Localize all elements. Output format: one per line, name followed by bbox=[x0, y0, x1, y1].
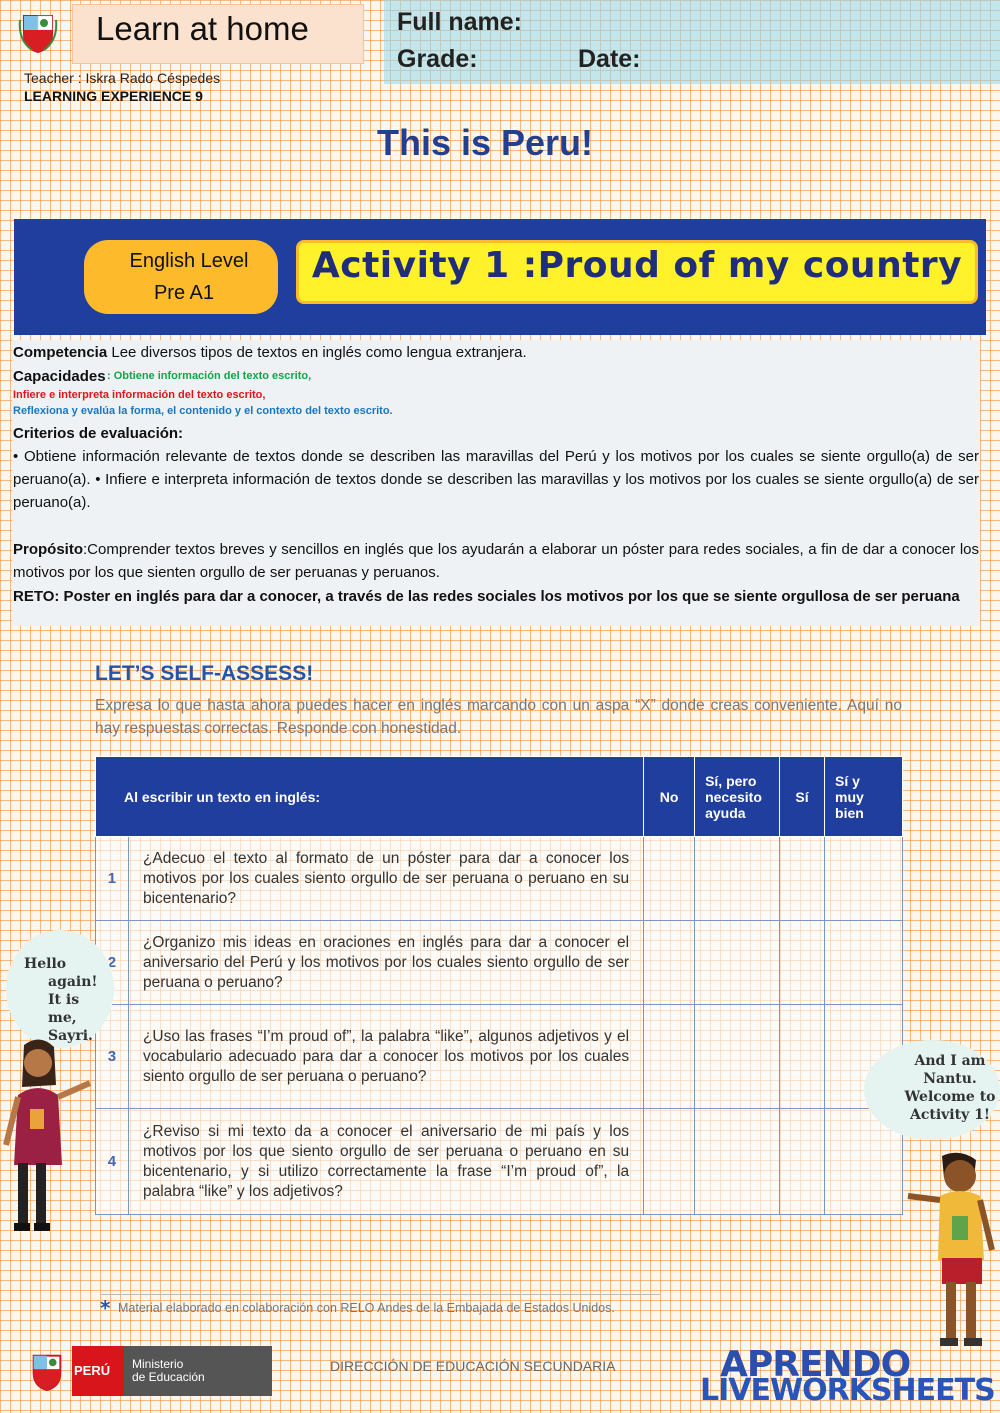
answer-cell-no[interactable] bbox=[644, 1005, 695, 1109]
row-number: 4 bbox=[96, 1109, 129, 1215]
row-question: ¿Uso las frases “I’m proud of”, la palabra “like”, algunos adjetivos y el vocabulario adecuado para dar a conocer los motivos por los cuales siento orgullo de ser peruana o peruano? bbox=[128, 1005, 643, 1109]
answer-cell-si[interactable] bbox=[780, 1005, 825, 1109]
row-question: ¿Reviso si mi texto da a conocer el aniversario de mi país y los motivos por los que siento orgullo de ser peruana o peruano en su bicentenario, y si utilizo correctamente la frase “I’m proud of”, la palabra “like” y los adjetivos? bbox=[128, 1109, 643, 1215]
footer-credit: Material elaborado en colaboración con RELO Andes de la Embajada de Estados Unidos. bbox=[118, 1301, 615, 1315]
header-title: Learn at home bbox=[96, 10, 309, 47]
answer-cell-si[interactable] bbox=[780, 837, 825, 921]
page-title: This is Peru! bbox=[376, 122, 594, 163]
table-row bbox=[96, 921, 903, 1005]
teacher-name: Teacher : Iskra Rado Céspedes bbox=[24, 70, 221, 86]
ministry-crest-icon bbox=[26, 1350, 68, 1392]
nantu-character-illustration bbox=[900, 1150, 1000, 1355]
capacidades-label: Capacidades bbox=[13, 368, 106, 385]
table-header-statement: Al escribir un texto en inglés: bbox=[96, 757, 644, 837]
capacidad-3: Reflexiona y evalúa la forma, el contenido y el contexto del texto escrito. bbox=[13, 405, 393, 417]
row-question: ¿Organizo mis ideas en oraciones en inglés para dar a conocer el aniversario del Perú y los motivos por los cuales siento orgullo de ser peruana o peruano? bbox=[128, 921, 643, 1005]
sayri-character-illustration bbox=[0, 1035, 100, 1235]
liveworksheets-logo: LIVEWORKSHEETS bbox=[700, 1373, 995, 1408]
answer-cell-si-y-muy-bien[interactable] bbox=[825, 921, 903, 1005]
peru-logo-text: PERÚ bbox=[74, 1363, 111, 1378]
english-level-label: English Level bbox=[129, 250, 249, 272]
answer-cell-si-pero-necesito-ayuda[interactable] bbox=[695, 837, 780, 921]
peru-crest-icon bbox=[18, 10, 58, 54]
self-assess-table bbox=[95, 756, 903, 1215]
criterios-label: Criterios de evaluación: bbox=[13, 425, 184, 442]
date-label: Date: bbox=[578, 45, 641, 73]
aprendo-logo: APRENDO bbox=[720, 1344, 911, 1385]
capacidad-2: Infiere e interpreta información del texto escrito, bbox=[13, 389, 266, 401]
competencia-line bbox=[13, 344, 979, 361]
row-question: ¿Adecuo el texto al formato de un póster para dar a conocer los motivos por los cuales siento orgullo de ser peruana o peruano en su bicentenario? bbox=[128, 837, 643, 921]
column-si-y-muy-bien: Sí y muy bien bbox=[825, 757, 903, 837]
grade-label: Grade: bbox=[397, 45, 478, 73]
proposito-label: Propósito bbox=[13, 541, 83, 558]
learning-experience: LEARNING EXPERIENCE 9 bbox=[24, 88, 203, 104]
competencia-text: Lee diversos tipos de textos en inglés como lengua extranjera. bbox=[107, 344, 527, 361]
table-row bbox=[96, 1005, 903, 1109]
nantu-speech-text: And I am Nantu. Welcome to Activity 1! bbox=[904, 1053, 996, 1123]
answer-cell-no[interactable] bbox=[644, 837, 695, 921]
full-name-label: Full name: bbox=[397, 8, 523, 36]
answer-cell-si-pero-necesito-ayuda[interactable] bbox=[695, 1005, 780, 1109]
answer-cell-si-pero-necesito-ayuda[interactable] bbox=[695, 921, 780, 1005]
column-si: Sí bbox=[780, 757, 825, 837]
activity-title: Activity 1 :Proud of my country bbox=[311, 245, 963, 286]
capacidad-1: : Obtiene información del texto escrito, bbox=[107, 370, 312, 382]
answer-cell-no[interactable] bbox=[644, 1109, 695, 1215]
competencia-label: Competencia bbox=[13, 344, 108, 361]
footer-divider bbox=[100, 1294, 660, 1295]
answer-cell-si-y-muy-bien[interactable] bbox=[825, 837, 903, 921]
english-level-value: Pre A1 bbox=[153, 282, 215, 304]
table-row bbox=[96, 837, 903, 921]
table-row bbox=[96, 1109, 903, 1215]
row-number: 2 bbox=[96, 921, 129, 1005]
column-si-pero-necesito-ayuda: Sí, pero necesito ayuda bbox=[695, 757, 780, 837]
footer-direction: DIRECCIÓN DE EDUCACIÓN SECUNDARIA bbox=[330, 1358, 616, 1374]
self-assess-instructions: Expresa lo que hasta ahora puedes hacer en inglés marcando con un aspa “X” donde creas conveniente. Aquí no hay respuestas correctas. Responde con honestidad. bbox=[95, 697, 902, 737]
proposito-text: :Comprender textos breves y sencillos en inglés que los ayudarán a elaborar un póster para redes sociales, a fin de dar a conocer los motivos por los que sienten orgullo de ser peruanas y peruanos. bbox=[13, 541, 979, 581]
sayri-speech-text: Hello again! It is me, Sayri. bbox=[24, 956, 98, 1044]
answer-cell-si[interactable] bbox=[780, 1109, 825, 1215]
proposito-line bbox=[13, 538, 979, 584]
answer-cell-si-pero-necesito-ayuda[interactable] bbox=[695, 1109, 780, 1215]
row-number: 3 bbox=[96, 1005, 129, 1109]
answer-cell-no[interactable] bbox=[644, 921, 695, 1005]
answer-cell-si[interactable] bbox=[780, 921, 825, 1005]
row-number: 1 bbox=[96, 837, 129, 921]
ministry-logo-text: Ministerio de Educación bbox=[132, 1357, 205, 1384]
reto-text: RETO: Poster en inglés para dar a conocer, a través de las redes sociales los motivos por los que se siente orgullosa de ser peruana bbox=[13, 588, 960, 605]
criterios-text: • Obtiene información relevante de textos donde se describen las maravillas del Perú y los motivos por los cuales se siente orgullo(a) de ser peruano(a). • Infiere e interpreta información de textos donde se describen las maravillas y los motivos por los cuales se siente orgullo(a) de ser peruano(a). bbox=[13, 448, 979, 511]
column-no: No bbox=[644, 757, 695, 837]
footnote-star: * bbox=[100, 1296, 111, 1320]
self-assess-title: LET’S SELF-ASSESS! bbox=[95, 662, 314, 685]
